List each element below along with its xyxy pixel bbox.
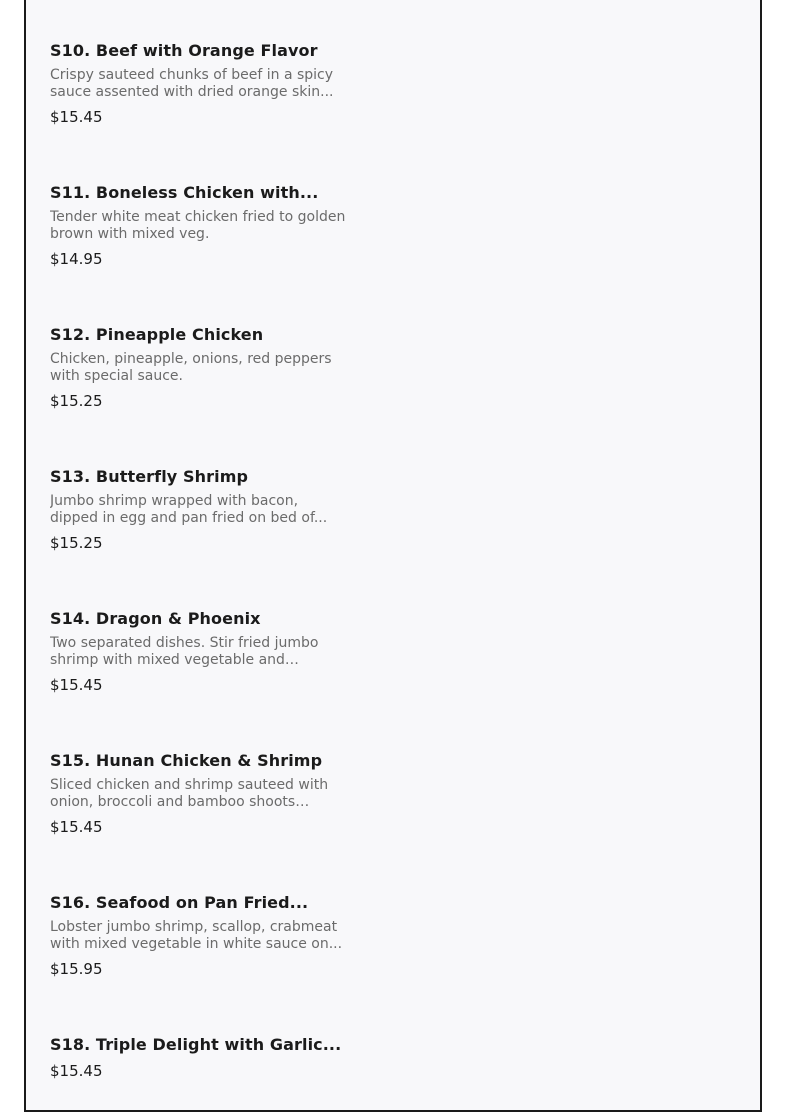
menu-item-name: S14. Dragon & Phoenix [50, 609, 261, 628]
menu-item[interactable] [50, 325, 350, 411]
menu-item-price: $15.45 [50, 108, 103, 126]
menu-item-name: S13. Butterfly Shrimp [50, 467, 249, 486]
menu-item-price: $14.95 [50, 250, 103, 268]
menu-item-price: $15.25 [50, 534, 103, 552]
menu-item[interactable] [50, 41, 350, 127]
menu-item-description: Two separated dishes. Stir fried jumbo shrimp with mixed vegetable and [50, 635, 319, 668]
menu-item-name: S16. Seafood on Pan Fried... [50, 893, 309, 912]
menu-panel [24, 0, 762, 1112]
menu-item[interactable] [50, 751, 350, 837]
menu-item[interactable] [50, 893, 350, 979]
menu-item-price: $15.45 [50, 676, 103, 694]
menu-item-description: Chicken, pineapple, onions, red peppers with special sauce. [50, 351, 332, 384]
menu-item-price: $15.25 [50, 392, 103, 410]
menu-item-price: $15.45 [50, 818, 103, 836]
menu-item[interactable] [50, 609, 350, 695]
menu-item-description: Lobster jumbo shrimp, scallop, crabmeat with mixed vegetable in white sauce on... [50, 919, 343, 952]
menu-item-description: Sliced chicken and shrimp sauteed with onion, broccoli and bamboo shoots [50, 777, 329, 810]
menu-item-name: S10. Beef with Orange Flavor [50, 41, 318, 60]
menu-item-price: $15.95 [50, 960, 103, 978]
menu-item-name: S12. Pineapple Chicken [50, 325, 264, 344]
menu-item-name: S15. Hunan Chicken & Shrimp [50, 751, 323, 770]
menu-item-price: $15.45 [50, 1062, 103, 1080]
menu-item-description: Crispy sauteed chunks of beef in a spicy sauce assented with dried orange skin... [50, 67, 334, 100]
menu-item[interactable] [50, 1035, 350, 1081]
menu-item-name: S18. Triple Delight with Garlic... [50, 1035, 342, 1054]
menu-item-description: Tender white meat chicken fried to golden brown with mixed veg. [50, 209, 346, 242]
menu-item[interactable] [50, 467, 350, 553]
menu-item-description: Jumbo shrimp wrapped with bacon, dipped in egg and pan fried on bed of... [50, 493, 328, 526]
menu-item-name: S11. Boneless Chicken with... [50, 183, 319, 202]
menu-item[interactable] [50, 183, 350, 269]
